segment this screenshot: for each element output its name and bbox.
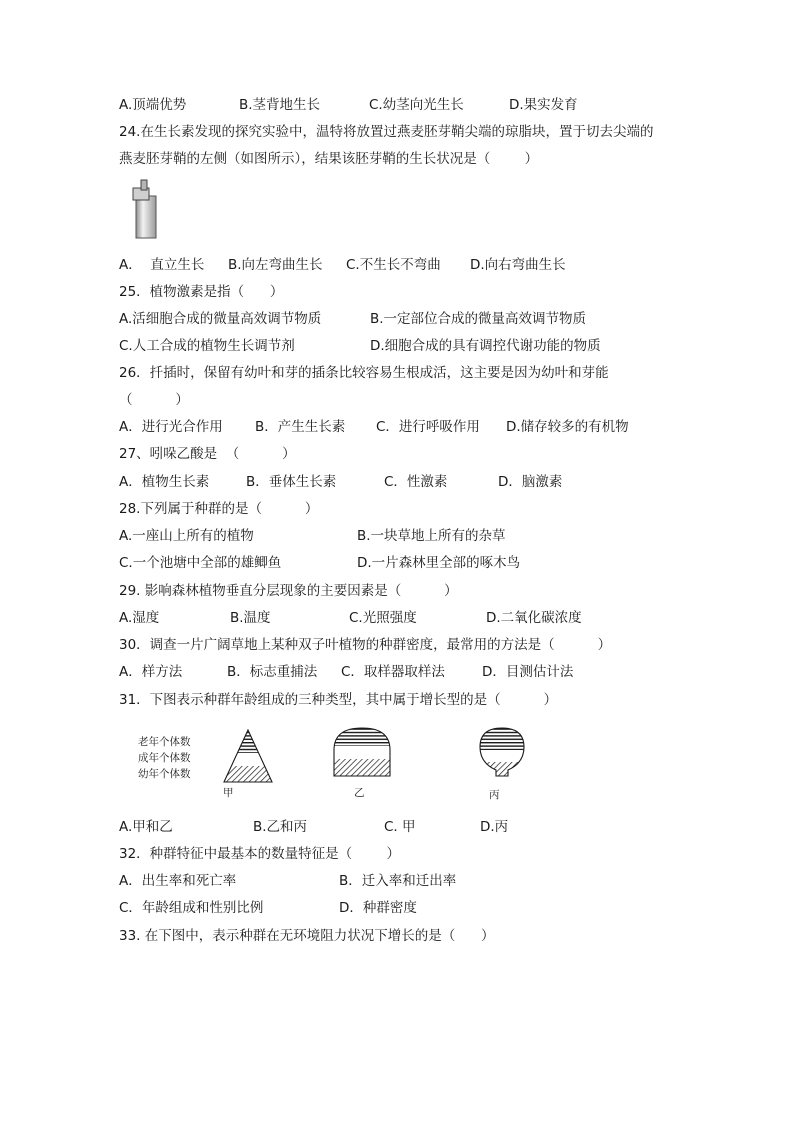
q29-option-a: A.湿度 (119, 610, 160, 626)
q28-option-c: C.一个池塘中全部的雄鲫鱼 (119, 555, 282, 571)
q29-option-c: C.光照强度 (349, 610, 417, 626)
q33-stem: 33. 在下图中，表示种群在无环境阻力状况下增长的是（ ） (119, 928, 495, 944)
q23-option-d: D.果实发育 (509, 97, 578, 113)
bing-elderly-band (476, 725, 528, 750)
pyramid-jia (220, 730, 276, 782)
q26-option-c: C．进行呼吸作用 (376, 419, 480, 435)
q30-option-d: D．目测估计法 (482, 664, 574, 680)
jia-elderly-band (220, 730, 276, 753)
label-jia: 甲 (223, 787, 234, 799)
q24-option-d: D.向右弯曲生长 (470, 257, 566, 273)
q23-option-c: C.幼茎向光生长 (369, 97, 464, 113)
q28-option-b: B.一块草地上所有的杂草 (357, 528, 506, 544)
q25-option-d: D.细胞合成的具有调控代谢功能的物质 (370, 338, 601, 354)
age-structure-figure (130, 725, 530, 805)
q31-option-c: C. 甲 (384, 819, 416, 835)
q25-option-a: A.活细胞合成的微量高效调节物质 (119, 311, 322, 327)
q24-stem-line1: 24.在生长素发现的探究实验中，温特将放置过燕麦胚芽鞘尖端的琼脂块，置于切去尖端的 (119, 124, 654, 140)
q26-stem-line1: 26．扦插时，保留有幼叶和芽的插条比较容易生根成活，这主要是因为幼叶和芽能 (119, 365, 609, 381)
pyramid-bing (476, 725, 528, 776)
q31-option-a: A.甲和乙 (119, 819, 173, 835)
q32-option-a: A．出生率和死亡率 (119, 873, 237, 889)
q32-option-c: C．年龄组成和性别比例 (119, 900, 264, 916)
q28-option-d: D.一片森林里全部的啄木鸟 (357, 555, 521, 571)
jia-adult-band (220, 753, 276, 766)
q24-option-c: C.不生长不弯曲 (346, 257, 441, 273)
q28-option-a: A.一座山上所有的植物 (119, 528, 254, 544)
yi-adult-band (330, 746, 394, 759)
q27-option-b: B．垂体生长素 (246, 474, 337, 490)
q31-stem: 31．下图表示种群年龄组成的三种类型，其中属于增长型的是（ ） (119, 692, 558, 708)
q24-option-a: A． 直立生长 (119, 257, 205, 273)
bing-juvenile-band (476, 762, 528, 776)
coleoptile-stem (136, 196, 156, 238)
q29-option-b: B.温度 (230, 610, 271, 626)
q26-option-a: A．进行光合作用 (119, 419, 223, 435)
q31-option-d: D.丙 (480, 819, 509, 835)
pyramid-yi (330, 725, 394, 776)
legend-juvenile: 幼年个体数 (138, 768, 191, 780)
q26-stem-line2: （ ） (119, 392, 189, 408)
q31-option-b: B.乙和丙 (253, 819, 308, 835)
q29-option-d: D.二氧化碳浓度 (486, 610, 582, 626)
legend-elderly: 老年个体数 (138, 736, 191, 748)
q23-option-b: B.茎背地生长 (239, 97, 321, 113)
q30-option-b: B．标志重捕法 (227, 664, 318, 680)
q25-option-c: C.人工合成的植物生长调节剂 (119, 338, 295, 354)
cut-tip-marker (141, 180, 147, 190)
q27-stem: 27、吲哚乙酸是 （ ） (119, 446, 296, 462)
coleoptile-figure (128, 178, 168, 240)
legend-adult: 成年个体数 (138, 752, 191, 764)
q28-stem: 28.下列属于种群的是（ ） (119, 501, 319, 517)
q30-stem: 30．调查一片广阔草地上某种双子叶植物的种群密度，最常用的方法是（ ） (119, 637, 612, 653)
q27-option-a: A．植物生长素 (119, 474, 210, 490)
q29-stem: 29. 影响森林植物垂直分层现象的主要因素是（ ） (119, 583, 458, 599)
q30-option-a: A．样方法 (119, 664, 183, 680)
q25-option-b: B.一定部位合成的微量高效调节物质 (370, 311, 587, 327)
q27-option-c: C．性激素 (384, 474, 448, 490)
label-yi: 乙 (354, 787, 365, 799)
q24-option-b: B.向左弯曲生长 (228, 257, 323, 273)
q26-option-b: B．产生生长素 (255, 419, 346, 435)
q32-stem: 32．种群特征中最基本的数量特征是（ ） (119, 846, 401, 862)
q32-option-d: D．种群密度 (339, 900, 417, 916)
yi-juvenile-band (330, 759, 394, 776)
q24-stem-line2: 燕麦胚芽鞘的左侧（如图所示），结果该胚芽鞘的生长状况是（ ） (119, 151, 539, 167)
q25-stem: 25．植物激素是指（ ） (119, 284, 284, 300)
q30-option-c: C．取样器取样法 (341, 664, 445, 680)
q23-option-a: A.顶端优势 (119, 97, 187, 113)
q26-option-d: D.储存较多的有机物 (506, 419, 629, 435)
label-bing: 丙 (489, 789, 500, 801)
q27-option-d: D．脑激素 (498, 474, 563, 490)
jia-juvenile-band (220, 766, 276, 782)
q32-option-b: B．迁入率和迁出率 (339, 873, 457, 889)
